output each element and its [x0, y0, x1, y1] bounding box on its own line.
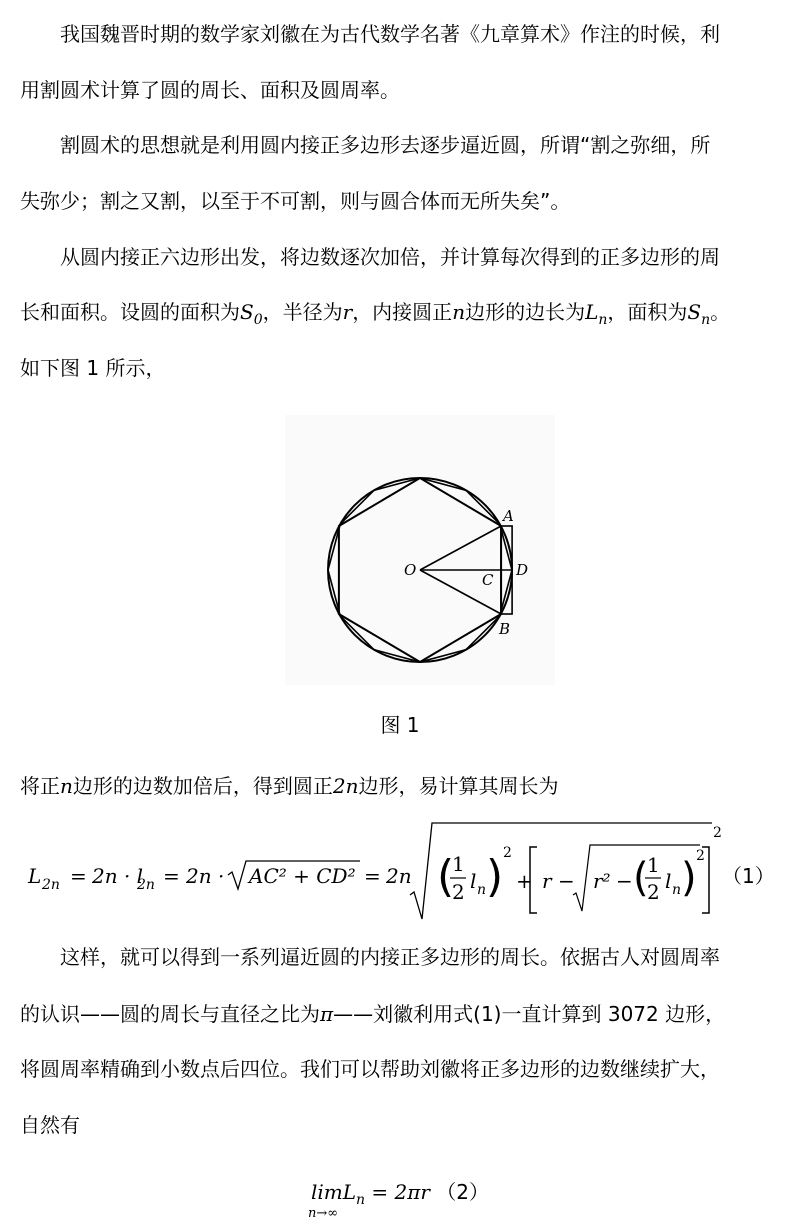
label-O: O — [404, 561, 417, 579]
f1-plus: + — [516, 869, 533, 893]
f2-lim-sub: n→∞ — [307, 1206, 339, 1221]
f1-l-sub-2: n — [672, 882, 682, 898]
f1-half-num-2: 1 — [647, 853, 660, 877]
f1-eq-3: = — [364, 864, 381, 888]
text-segment: 边形的边数加倍后，得到圆正 — [72, 774, 333, 798]
f1-sq-3: 2 — [713, 825, 722, 841]
f2-L-sub: n — [356, 1192, 366, 1208]
text-segment: ，面积为 — [607, 300, 688, 324]
f1-half-den-1: 2 — [452, 880, 465, 904]
f1-t2: 2n · — [186, 864, 225, 888]
paragraph-4 — [20, 774, 790, 798]
label-A: A — [503, 507, 514, 525]
f1-t3: 2n — [386, 864, 412, 888]
paragraph-2-line-2: 失弥少；割之又割，以至于不可割，则与圆合体而无所失矣”。 — [20, 189, 571, 213]
f1-paren-close-2: ) — [681, 855, 697, 901]
paragraph-5-line-1: 这样，就可以得到一系列逼近圆的内接正多边形的周长。依据古人对圆周率 — [60, 945, 720, 969]
f1-paren-open-2: ( — [633, 855, 649, 901]
paragraph-2-line-1: 割圆术的思想就是利用圆内接正多边形去逐步逼近圆，所谓“割之弥细，所 — [60, 133, 711, 157]
text-segment: 。 — [710, 300, 731, 324]
symbol-S0: $S_0$ — [240, 300, 263, 328]
symbol-n: n — [452, 300, 466, 324]
figure-1-diagram — [285, 415, 555, 685]
f1-t1-sub: 2n — [137, 877, 155, 893]
f1-l-2: l — [665, 869, 672, 893]
f1-lhs-sub: 2n — [42, 877, 60, 893]
text-segment: ——刘徽利用式(1)一直计算到 3072 边形， — [333, 1002, 726, 1026]
text-segment: ，半径为 — [262, 300, 343, 324]
label-C: C — [482, 571, 494, 589]
symbol-Ln: $L_n$ — [585, 300, 608, 328]
f1-l-1: l — [470, 869, 477, 893]
text-segment: ，内接圆正 — [352, 300, 453, 324]
f2-tag: （2） — [436, 1180, 490, 1204]
f1-minus: − — [558, 869, 575, 893]
f1-rad1: AC² + CD² — [249, 864, 356, 888]
f1-t1: 2n · l — [92, 864, 144, 888]
paragraph-5-line-4: 自然有 — [20, 1113, 80, 1137]
f1-half-num-1: 1 — [452, 852, 465, 876]
f1-r2: r² — [593, 869, 611, 893]
f1-l-sub-1: n — [477, 882, 487, 898]
paragraph-3-line-1: 从圆内接正六边形出发，将边数逐次加倍，并计算每次得到的正多边形的周 — [60, 245, 720, 269]
f2-lim: lim — [310, 1180, 343, 1204]
f1-eq-1: = — [70, 864, 87, 888]
f1-paren-open-1: ( — [437, 851, 455, 902]
text-segment: 边形，易计算其周长为 — [358, 774, 559, 798]
paragraph-5-line-3: 将圆周率精确到小数点后四位。我们可以帮助刘徽将正多边形的边数继续扩大， — [20, 1057, 720, 1081]
f1-eq-2: = — [163, 864, 180, 888]
symbol-n: n — [60, 774, 73, 798]
text-segment: 的认识——圆的周长与直径之比为 — [20, 1002, 320, 1026]
text-segment: 将正 — [20, 774, 60, 798]
f1-sq-2: 2 — [696, 848, 705, 864]
f1-half-den-2: 2 — [647, 880, 660, 904]
paragraph-3-line-3: 如下图 1 所示， — [20, 356, 166, 380]
f1-lhs: L — [28, 864, 42, 888]
figure-1-caption: 图 1 — [380, 713, 420, 737]
formula-1 — [0, 815, 800, 925]
symbol-Sn: $S_n$ — [687, 300, 711, 328]
f1-sq-1: 2 — [503, 845, 512, 861]
text-segment: 长和面积。设圆的面积为 — [20, 300, 240, 324]
paragraph-1-line-1: 我国魏晋时期的数学家刘徽在为古代数学名著《九章算术》作注的时候，利 — [60, 22, 720, 46]
label-B: B — [499, 620, 511, 638]
formula-2 — [0, 1180, 800, 1221]
f1-tag: （1） — [722, 864, 775, 888]
label-D: D — [516, 561, 529, 579]
text-segment: 边形的边长为 — [465, 300, 586, 324]
f1-paren-close-1: ) — [486, 851, 504, 902]
paragraph-1-line-2: 用割圆术计算了圆的周长、面积及圆周率。 — [20, 78, 400, 102]
f1-r: r — [542, 869, 552, 893]
f1-minus-2: − — [616, 869, 633, 893]
symbol-2n: 2n — [332, 774, 359, 798]
symbol-r: r — [342, 300, 353, 324]
paragraph-5-line-2 — [20, 1002, 790, 1026]
symbol-pi: π — [320, 1002, 334, 1026]
paragraph-3-line-2 — [20, 300, 790, 332]
f2-rhs: = 2πr — [371, 1180, 430, 1204]
f2-L: L — [342, 1180, 356, 1204]
